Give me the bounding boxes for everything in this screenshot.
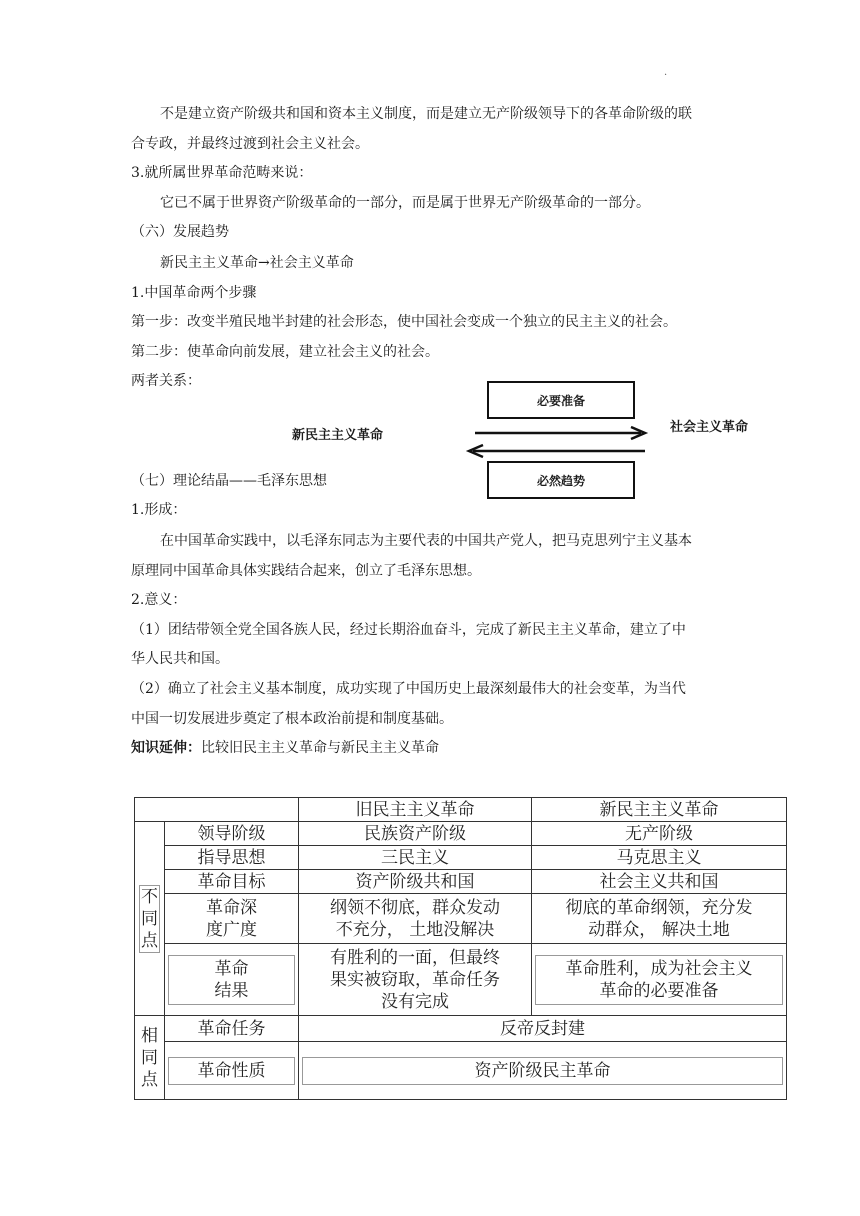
table-row (135, 822, 787, 846)
row-label-result-line2: 结果 (214, 980, 249, 1001)
table-row (135, 944, 787, 1016)
cell-nature (299, 1042, 787, 1100)
row-label-leadership: 领导阶级 (165, 822, 299, 846)
cell-new-depth-line2: 动群众， 解决土地 (588, 919, 730, 940)
diagram-label-socialist: 社会主义革命 (670, 420, 749, 435)
row-label-depth-line1: 革命深 (206, 897, 257, 918)
table-row (135, 1016, 787, 1042)
diagram-arrows (465, 424, 655, 464)
cell-new-result-line2: 革命的必要准备 (599, 980, 719, 1001)
paragraph-nature-line2: 合专政，并最终过渡到社会主义社会。 (131, 136, 369, 152)
page-marker: · (664, 70, 668, 81)
group-differences (135, 822, 165, 1016)
paragraph-world-revolution: 它已不属于世界资产阶级革命的一部分，而是属于世界无产阶级革命的一部分。 (160, 195, 650, 211)
header-old-democratic: 旧民主主义革命 (299, 798, 532, 822)
cell-new-depth (532, 894, 787, 944)
trend-line: 新民主主义革命→社会主义革命 (160, 255, 354, 271)
cell-old-depth-line1: 纲领不彻底，群众发动 (330, 897, 500, 918)
heading-significance: 2.意义： (131, 592, 187, 608)
significance-2-line2: 中国一切发展进步奠定了根本政治前提和制度基础。 (131, 711, 453, 727)
cell-task: 反帝反封建 (299, 1016, 787, 1042)
significance-1-line2: 华人民共和国。 (131, 651, 229, 667)
table-row (135, 1042, 787, 1100)
cell-new-leadership: 无产阶级 (532, 822, 787, 846)
step-one: 第一步：改变半殖民地半封建的社会形态，使中国社会变成一个独立的民主主义的社会。 (131, 314, 677, 330)
cell-old-result-line1: 有胜利的一面，但最终 (330, 947, 500, 968)
cell-old-ideology: 三民主义 (299, 846, 532, 870)
significance-2-line1: （2）确立了社会主义基本制度，成功实现了中国历史上最深刻最伟大的社会变革，为当代 (131, 681, 686, 697)
section-six-heading: （六）发展趋势 (131, 224, 229, 240)
knowledge-extension (131, 738, 439, 758)
row-label-ideology: 指导思想 (165, 846, 299, 870)
table-corner-cell (135, 798, 299, 822)
row-label-depth (165, 894, 299, 944)
paragraph-nature-line1: 不是建立资产阶级共和国和资本主义制度，而是建立无产阶级领导下的各革命阶级的联 (160, 106, 692, 122)
cell-old-depth-line2: 不充分， 土地没解决 (335, 919, 495, 940)
table-row (135, 846, 787, 870)
cell-old-depth (299, 894, 532, 944)
heading-two-steps: 1.中国革命两个步骤 (131, 285, 257, 301)
row-label-goal: 革命目标 (165, 870, 299, 894)
cell-new-result (532, 944, 787, 1016)
step-two: 第二步：使革命向前发展，建立社会主义的社会。 (131, 344, 439, 360)
row-label-task: 革命任务 (165, 1016, 299, 1042)
significance-1-line1: （1）团结带领全党全国各族人民，经过长期浴血奋斗，完成了新民主主义革命，建立了中 (131, 622, 686, 638)
group-similarities-char: 相 (141, 1025, 158, 1046)
row-label-result-line1: 革命 (214, 958, 249, 979)
knowledge-extension-label: 知识延伸： (131, 740, 201, 756)
group-similarities (135, 1016, 165, 1100)
row-label-nature-text: 革命性质 (168, 1057, 295, 1085)
cell-nature-text: 资产阶级民主革命 (302, 1057, 783, 1085)
group-differences-char: 不 (141, 886, 158, 907)
knowledge-extension-text: 比较旧民主主义革命与新民主主义革命 (201, 740, 439, 756)
formation-line1: 在中国革命实践中，以毛泽东同志为主要代表的中国共产党人，把马克思列宁主义基本 (160, 533, 692, 549)
diagram-label-new-democratic: 新民主主义革命 (292, 428, 384, 443)
group-similarities-char: 同 (141, 1047, 158, 1068)
cell-new-depth-line1: 彻底的革命纲领，充分发 (565, 897, 753, 918)
table-header-row (135, 798, 787, 822)
diagram-box-preparation: 必要准备 (487, 381, 635, 419)
row-label-depth-line2: 度广度 (206, 919, 257, 940)
cell-old-result-line2: 果实被窃取，革命任务 (330, 969, 500, 990)
cell-new-goal: 社会主义共和国 (532, 870, 787, 894)
cell-old-leadership: 民族资产阶级 (299, 822, 532, 846)
relation-label: 两者关系： (131, 373, 201, 389)
group-differences-char: 点 (141, 930, 158, 951)
cell-old-goal: 资产阶级共和国 (299, 870, 532, 894)
header-new-democratic: 新民主主义革命 (532, 798, 787, 822)
diagram-box-trend: 必然趋势 (487, 461, 635, 499)
cell-new-result-line1: 革命胜利，成为社会主义 (565, 958, 753, 979)
row-label-result (165, 944, 299, 1016)
comparison-table (134, 797, 787, 1100)
cell-new-ideology: 马克思主义 (532, 846, 787, 870)
group-differences-char: 同 (141, 908, 158, 929)
row-label-nature (165, 1042, 299, 1100)
group-similarities-char: 点 (141, 1069, 158, 1090)
cell-old-result-line3: 没有完成 (381, 991, 449, 1012)
heading-world-revolution: 3.就所属世界革命范畴来说： (131, 165, 313, 181)
table-row (135, 894, 787, 944)
formation-line2: 原理同中国革命具体实践结合起来，创立了毛泽东思想。 (131, 563, 481, 579)
table-row (135, 870, 787, 894)
cell-old-result (299, 944, 532, 1016)
heading-formation: 1.形成： (131, 502, 187, 518)
section-seven-heading: （七）理论结晶——毛泽东思想 (131, 473, 327, 489)
